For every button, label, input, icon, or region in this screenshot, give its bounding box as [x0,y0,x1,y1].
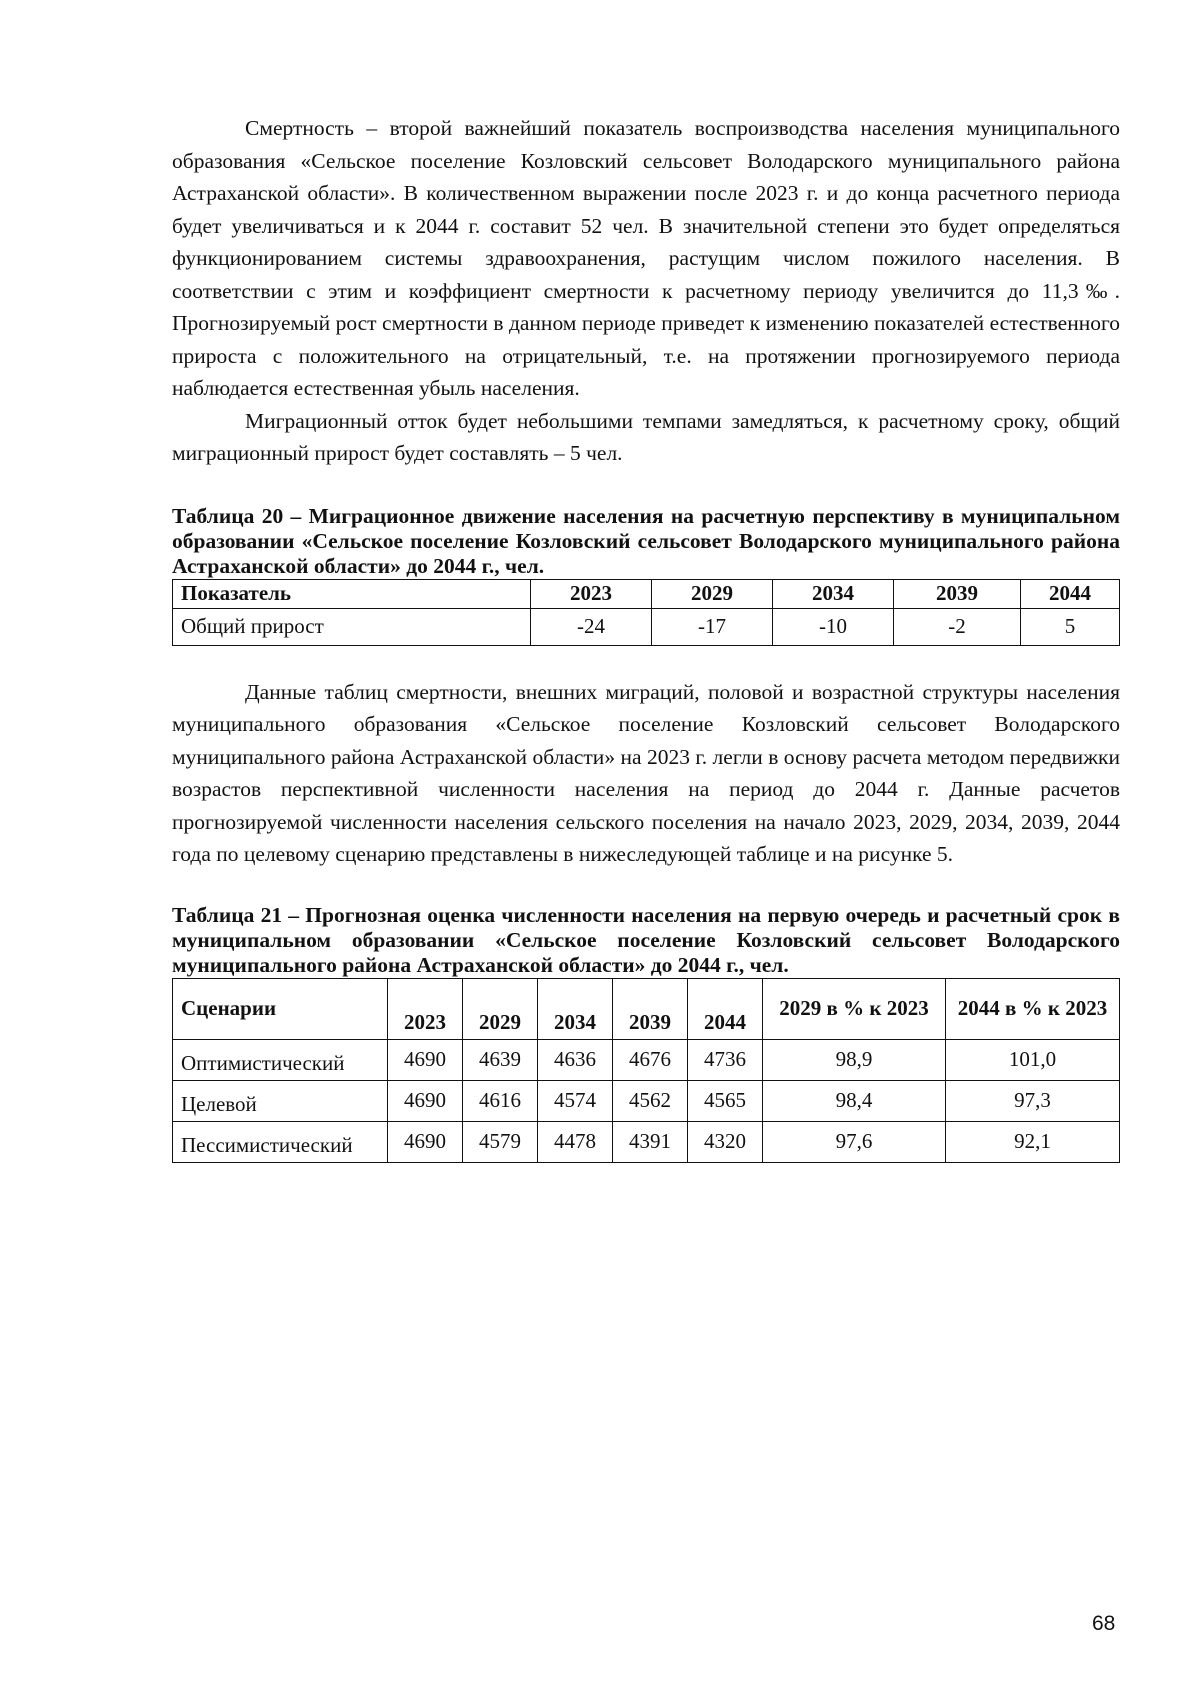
header-cell: Показатель [173,579,531,608]
header-cell: 2044 [688,978,763,1039]
table-cell: 4636 [538,1039,613,1080]
paragraph-mortality: Смертность – второй важнейший показатель воспроизводства населения муниципального образования «Сельское поселение Козловский сельсовет Володарского муниципального района Астраханской области». В количественном выражении после 2023 г. и до конца расчетного периода будет увеличиваться и к 2044 г. составит 52 чел. В значительной степени это будет определяться функционированием системы здравоохранения, растущим числом пожилого населения. В соответствии с этим и коэффициент смертности к расчетному периоду увеличится до 11,3‰. Прогнозируемый рост смертности в данном периоде приведет к изменению показателей естественного прироста с положительного на отрицательный, т.е. на протяжении прогнозируемого периода наблюдается естественная убыль населения. [172,116,1120,400]
table-cell: Общий прирост [173,608,531,645]
table-cell: 4690 [388,1080,463,1121]
table-cell: 4690 [388,1039,463,1080]
table-cell: 4320 [688,1121,763,1162]
table-row [173,608,1120,645]
table-header-row [173,579,1120,608]
table-21-population-forecast [172,978,1120,1163]
table-cell: -17 [652,608,773,645]
table-cell: -24 [531,608,652,645]
header-cell: 2039 [613,978,688,1039]
table-row [173,1039,1120,1080]
table-cell: 5 [1021,608,1120,645]
paragraph-migration: Миграционный отток будет небольшими темпами замедляться, к расчетному сроку, общий миграционный прирост будет составлять – 5 чел. [172,408,1120,465]
header-cell: 2029 [463,978,538,1039]
table-row [173,1080,1120,1121]
table-cell: 101,0 [946,1039,1120,1080]
table-header-row [173,978,1120,1039]
table-cell: Целевой [173,1080,388,1121]
header-cell: 2029 [652,579,773,608]
header-cell: 2044 в % к 2023 [946,978,1120,1039]
table-cell: 4736 [688,1039,763,1080]
table-cell: 92,1 [946,1121,1120,1162]
header-cell: 2039 [894,579,1021,608]
table-cell: 98,9 [763,1039,946,1080]
table-cell: 4639 [463,1039,538,1080]
paragraph-forecast: Данные таблиц смертности, внешних миграций, половой и возрастной структуры населения муниципального образования «Сельское поселение Козловский сельсовет Володарского муниципального района Астраханской области» на 2023 г. легли в основу расчета методом передвижки возрастов перспективной численности населения на период до 2044 г. Данные расчетов прогнозируемой численности населения сельского поселения на начало 2023, 2029, 2034, 2039, 2044 года по целевому сценарию представлены в нижеследующей таблице и на рисунке 5. [172,679,1120,866]
header-cell: 2034 [538,978,613,1039]
table-cell: -2 [894,608,1021,645]
table-cell: 4616 [463,1080,538,1121]
table-cell: 4562 [613,1080,688,1121]
header-cell: 2034 [773,579,894,608]
table-cell: 97,6 [763,1121,946,1162]
header-cell: 2044 [1021,579,1120,608]
table-cell: 4565 [688,1080,763,1121]
table-cell: Пессимистический [173,1121,388,1162]
table-cell: 4579 [463,1121,538,1162]
table-cell: 4574 [538,1080,613,1121]
table-cell: -10 [773,608,894,645]
header-cell: 2029 в % к 2023 [763,978,946,1039]
document-page [172,112,1120,1163]
table-cell: 4391 [613,1121,688,1162]
table-20-caption: Таблица 20 – Миграционное движение населения на расчетную перспективу в муниципальном образовании «Сельское поселение Козловский сельсовет Володарского муниципального района Астраханской области» до 2044 г., чел. [172,503,1120,578]
table-cell: Оптимистический [173,1039,388,1080]
table-cell: 4690 [388,1121,463,1162]
table-row [173,1121,1120,1162]
table-20-migration [172,579,1120,646]
header-cell: 2023 [388,978,463,1039]
table-cell: 97,3 [946,1080,1120,1121]
header-cell: 2023 [531,579,652,608]
table-21-caption: Таблица 21 – Прогнозная оценка численности населения на первую очередь и расчетный срок в муниципальном образовании «Сельское поселение Козловский сельсовет Володарского муниципального района Астраханской области» до 2044 г., чел. [172,902,1120,977]
table-cell: 4478 [538,1121,613,1162]
table-cell: 4676 [613,1039,688,1080]
page-number: 68 [1092,1612,1116,1635]
table-cell: 98,4 [763,1080,946,1121]
header-cell: Сценарии [173,978,388,1039]
